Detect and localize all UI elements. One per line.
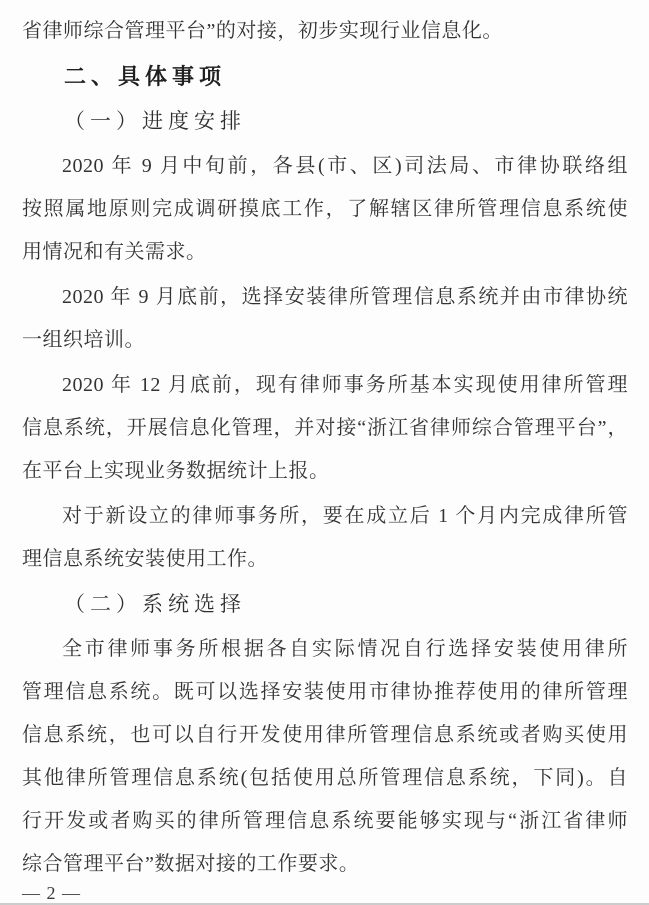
text-line: 全市律师事务所根据各自实际情况自行选择安装使用律所 <box>62 638 628 660</box>
page-number: — 2 — <box>22 883 81 903</box>
text-line: 2020 年 9 月底前，选择安装律所管理信息系统并由市律协统 <box>62 286 628 308</box>
text-line: 综合管理平台”数据对接的工作要求。 <box>22 853 360 875</box>
text-line: 其他律所管理信息系统(包括使用总所管理信息系统，下同)。自 <box>22 767 628 789</box>
text-line: 用情况和有关需求。 <box>22 241 207 263</box>
text-line: 信息系统，开展信息化管理，并对接“浙江省律师综合管理平台”， <box>22 417 628 439</box>
page-footer <box>22 883 628 903</box>
subheading: （二）系统选择 <box>64 592 246 616</box>
text-line: 2020 年 12 月底前，现有律师事务所基本实现使用律所管理 <box>62 374 628 396</box>
text-line: 行开发或者购买的律所管理信息系统要能够实现与“浙江省律师 <box>22 810 628 832</box>
paragraph-continuation <box>22 10 628 53</box>
paragraph <box>22 364 628 493</box>
paragraph <box>22 495 628 581</box>
text-line: 2020 年 9 月中旬前，各县(市、区)司法局、市律协联络组 <box>62 155 628 177</box>
document-body <box>22 10 628 886</box>
heading: 二、具体事项 <box>64 64 227 89</box>
paragraph <box>22 276 628 362</box>
text-line: 管理信息系统。既可以选择安装使用市律协推荐使用的律所管理 <box>22 681 628 703</box>
text-line: 信息系统，也可以自行开发使用律所管理信息系统或者购买使用 <box>22 724 628 746</box>
paragraph <box>22 628 628 886</box>
paragraph <box>22 145 628 274</box>
text-line: 一组织培训。 <box>22 329 145 351</box>
subheading: （一）进度安排 <box>64 109 246 133</box>
text-line: 按照属地原则完成调研摸底工作，了解辖区律所管理信息系统使 <box>22 198 628 220</box>
text-line: 理信息系统安装使用工作。 <box>22 548 268 570</box>
text-line: 在平台上实现业务数据统计上报。 <box>22 460 330 482</box>
text-line: 对于新设立的律师事务所，要在成立后 1 个月内完成律所管 <box>62 505 628 527</box>
text-line: 省律师综合管理平台”的对接，初步实现行业信息化。 <box>22 20 503 42</box>
